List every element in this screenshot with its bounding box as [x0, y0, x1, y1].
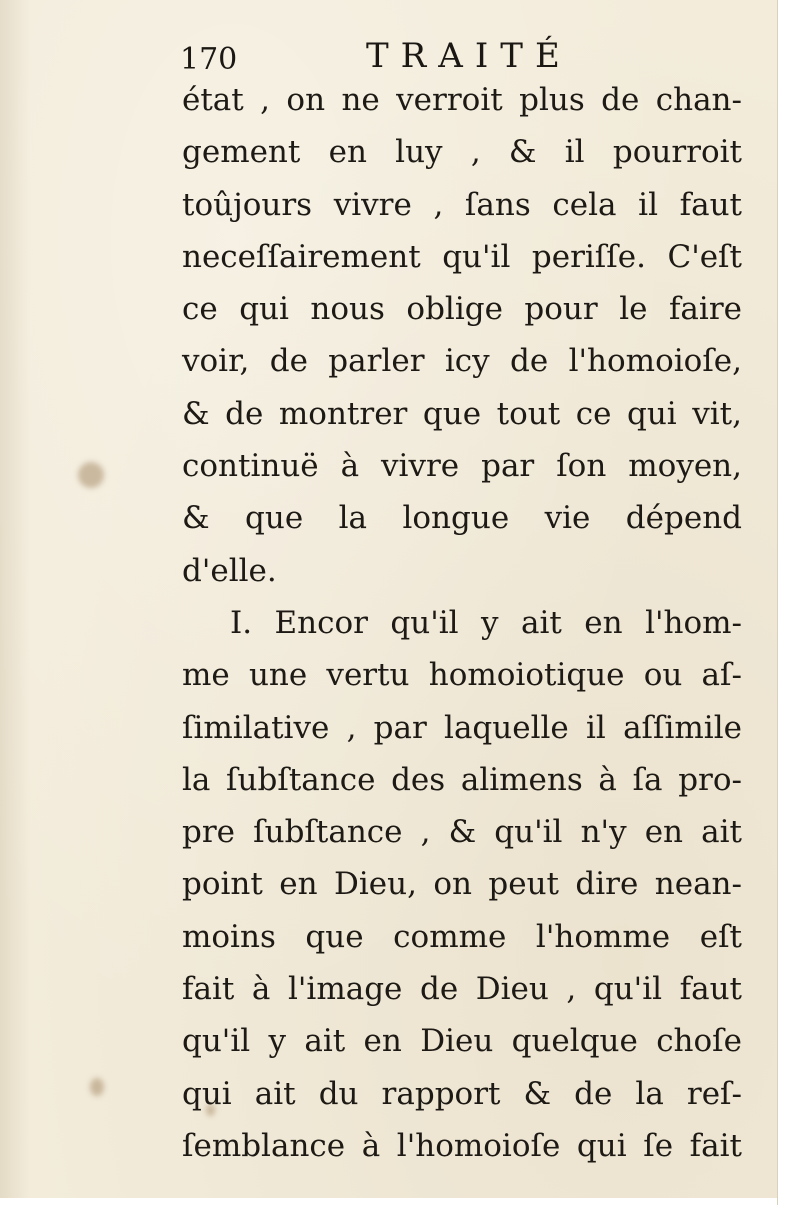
- binding-shadow: [0, 0, 30, 1198]
- text-line: neceſſairement qu'il periſſe. C'eſt: [182, 238, 742, 275]
- body-text: [182, 74, 742, 1172]
- text-line: état , on ne verroit plus de chan-: [182, 82, 742, 118]
- page-header: [180, 28, 740, 78]
- page-number: 170: [180, 42, 238, 77]
- text-line: voir, de parler icy de l'homoioſe,: [182, 343, 742, 380]
- text-line: & de montrer que tout ce qui vit,: [182, 395, 742, 432]
- text-line: moins que comme l'homme eſt: [182, 918, 742, 955]
- ink-stain: [78, 462, 104, 488]
- ink-stain: [90, 1078, 104, 1096]
- text-line: point en Dieu, on peut dire nean-: [182, 866, 742, 903]
- text-line: la ſubſtance des alimens à ſa pro-: [182, 761, 742, 798]
- text-line: fait à l'image de Dieu , qu'il faut: [182, 971, 742, 1008]
- text-line: gement en luy , & il pourroit: [182, 134, 742, 171]
- text-line: qu'il y ait en Dieu quelque choſe: [182, 1023, 742, 1060]
- running-head: TRAITÉ: [366, 36, 572, 76]
- text-line: d'elle.: [182, 552, 277, 589]
- text-line: continuë à vivre par ſon moyen,: [182, 448, 742, 485]
- text-line: pre ſubſtance , & qu'il n'y en ait: [182, 814, 742, 851]
- text-line: toûjours vivre , ſans cela il faut: [182, 186, 742, 223]
- paragraph-start-line: I. Encor qu'il y ait en l'hom-: [230, 604, 742, 641]
- text-line: me une vertu homoiotique ou aſ-: [182, 657, 742, 694]
- text-line: ſimilative , par laquelle il aſſimile: [182, 709, 742, 746]
- text-line: ce qui nous oblige pour le faire: [182, 291, 742, 328]
- text-line: ſemblance à l'homoioſe qui ſe fait: [182, 1127, 742, 1164]
- page-edge: [777, 0, 800, 1205]
- text-line: & que la longue vie dépend: [182, 500, 742, 537]
- text-line: qui ait du rapport & de la reſ-: [182, 1075, 742, 1112]
